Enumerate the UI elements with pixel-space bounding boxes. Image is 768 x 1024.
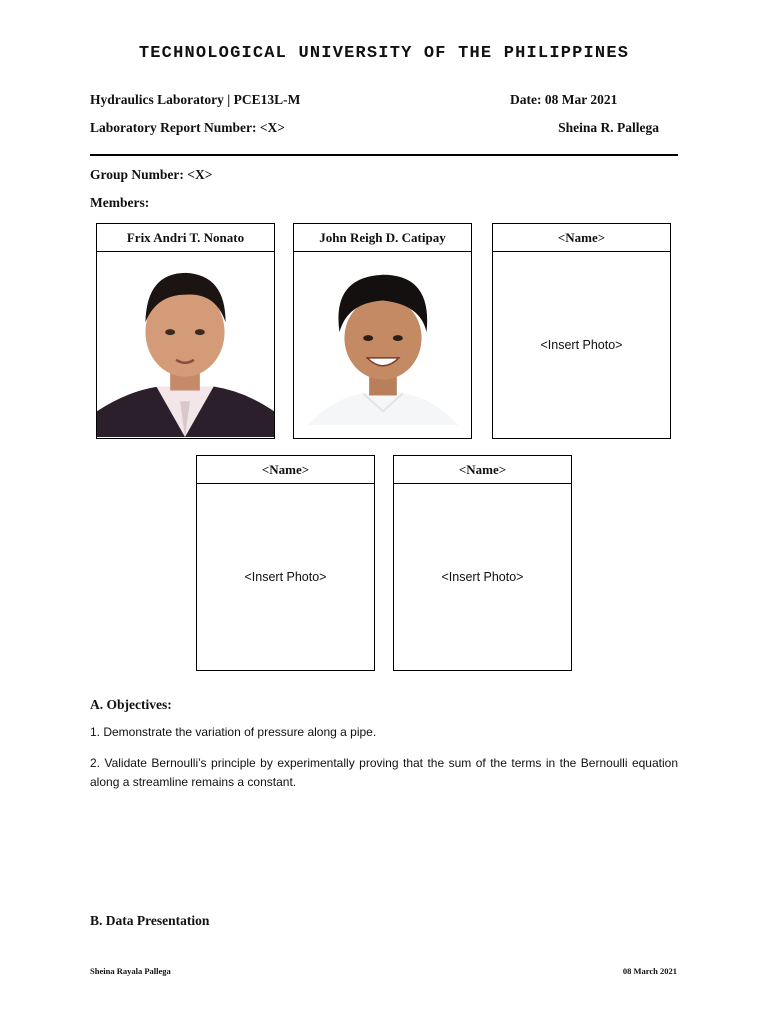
photo-placeholder: <Insert Photo> [244,570,327,584]
course-label: Hydraulics Laboratory | PCE13L-M [90,92,301,107]
member-photo [294,252,471,438]
photo-placeholder: <Insert Photo> [441,570,524,584]
member-card-5 [393,455,572,671]
photo-placeholder: <Insert Photo> [540,338,623,352]
objective-item-1: 1. Demonstrate the variation of pressure along a pipe. [90,725,377,739]
group-number: Group Number: <X> [90,167,213,182]
author-name: Sheina R. Pallega [558,120,659,135]
report-date: Date: 08 Mar 2021 [510,92,618,107]
member-photo-portrait [294,252,471,438]
member-photo [97,252,274,438]
footer-date: 08 March 2021 [622,966,677,976]
data-presentation-heading: B. Data Presentation [90,913,210,928]
member-card-4 [196,455,375,671]
member-card-3 [492,223,671,439]
member-card-1 [96,223,275,439]
member-name: <Name> [493,224,670,252]
member-name: John Reigh D. Catipay [294,224,471,252]
report-number: Laboratory Report Number: <X> [90,120,285,135]
objectives-heading: A. Objectives: [90,697,172,712]
header-divider [90,154,678,156]
member-photo-portrait [97,252,274,438]
objective-item-2: 2. Validate Bernoulli’s principle by experimentally proving that the sum of the terms in the Bernoulli equation along a streamline remains a constant. [90,756,678,789]
members-label: Members: [90,195,150,210]
member-name: <Name> [197,456,374,484]
footer-author: Sheina Rayala Pallega [90,966,171,976]
member-name: <Name> [394,456,571,484]
university-title: TECHNOLOGICAL UNIVERSITY OF THE PHILIPPINES [138,44,630,63]
member-card-2 [293,223,472,439]
member-name: Frix Andri T. Nonato [97,224,274,252]
